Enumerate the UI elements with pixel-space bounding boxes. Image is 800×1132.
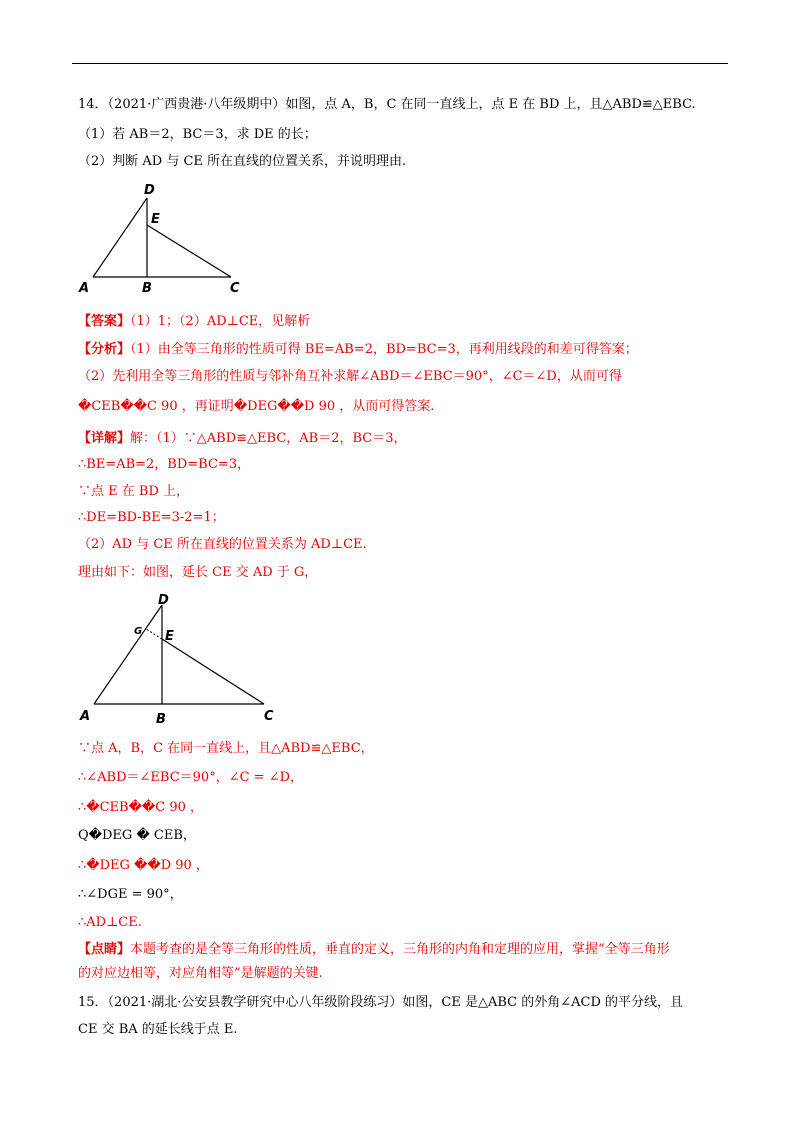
comment-text-1: 本题考查的是全等三角形的性质，垂直的定义，三角形的内角和定理的应用，掌握“全等三角形 (130, 942, 670, 957)
fig2-label-d: D (158, 593, 169, 608)
detail-line-3: ∵点 E 在 BD 上， (78, 484, 189, 499)
fig1-label-a: A (79, 281, 90, 296)
answer-text: （1）1；（2）AD⊥CE，见解析 (130, 314, 311, 329)
fig1-label-e: E (151, 212, 160, 227)
analysis-line-2: （2）先利用全等三角形的性质与邻补角互补求解∠ABD＝∠EBC＝90°，∠C＝∠D，从而可得 (78, 369, 622, 384)
fig2-label-c: C (264, 709, 274, 724)
analysis-line-1 (78, 341, 638, 359)
detail-tag: 【详解】 (78, 431, 131, 446)
fig2-label-g: G (134, 626, 143, 637)
proof-line-6: ∴∠DGE = 90°， (78, 887, 183, 902)
fig2-label-b: B (156, 712, 166, 727)
detail-line-4: ∴DE=BD-BE=3-2=1； (78, 510, 225, 525)
detail-line-5: （2）AD 与 CE 所在直线的位置关系为 AD⊥CE. (78, 537, 367, 552)
detail-line-2: ∴BE=AB=2，BD=BC=3， (78, 457, 251, 472)
fig1-label-d: D (144, 183, 155, 198)
q15-line-1: 15．（2021·湖北·公安县教学研究中心八年级阶段练习）如图，CE 是△ABC 的外角∠ACD 的平分线，且 (78, 995, 684, 1010)
fig1-label-c: C (230, 281, 240, 296)
q14-part2: （2）判断 AD 与 CE 所在直线的位置关系，并说明理由. (78, 154, 407, 169)
comment-line-2: 的对应边相等，对应角相等”是解题的关键. (78, 966, 323, 981)
proof-line-7: ∴AD⊥CE. (78, 915, 142, 930)
analysis-text-1: （1）由全等三角形的性质可得 BE=AB=2，BD=BC=3，再利用线段的和差可得答案； (130, 342, 638, 357)
proof-line-3: ∴�CEB��C 90 ， (78, 800, 204, 815)
proof-line-1: ∵点 A，B，C 在同一直线上，且△ABD≌△EBC， (78, 741, 374, 756)
detail-text-1: 解：（1）∵△ABD≌△EBC，AB＝2，BC＝3， (130, 431, 407, 446)
comment-tag: 【点睛】 (78, 942, 131, 957)
proof-line-4: Q�DEG � CEB， (78, 828, 196, 843)
figure-2 (76, 588, 286, 728)
detail-line-6: 理由如下：如图，延长 CE 交 AD 于 G， (78, 565, 318, 580)
answer-tag: 【答案】 (78, 314, 131, 329)
header-rule (72, 63, 728, 64)
q14-header: 14．（2021·广西贵港·八年级期中）如图，点 A，B，C 在同一直线上，点 E 在 BD 上，且△ABD≌△EBC. (78, 97, 696, 112)
proof-line-2: ∴∠ABD＝∠EBC＝90°，∠C = ∠D， (78, 770, 304, 785)
q15-line-2: CE 交 BA 的延长线于点 E. (78, 1022, 238, 1037)
proof-line-5: ∴�DEG ��D 90 ， (78, 858, 209, 873)
fig2-label-e: E (165, 629, 174, 644)
comment-line-1 (78, 941, 670, 959)
analysis-tag: 【分析】 (78, 342, 131, 357)
answer-line (78, 313, 310, 331)
detail-line-1 (78, 430, 407, 448)
analysis-line-3: �CEB��C 90 ，再证明�DEG��D 90 ，从而可得答案. (78, 399, 435, 414)
fig2-label-a: A (80, 709, 91, 724)
q14-part1: （1）若 AB＝2，BC＝3，求 DE 的长； (78, 127, 317, 142)
fig1-label-b: B (142, 281, 152, 296)
figure-1 (76, 180, 256, 298)
